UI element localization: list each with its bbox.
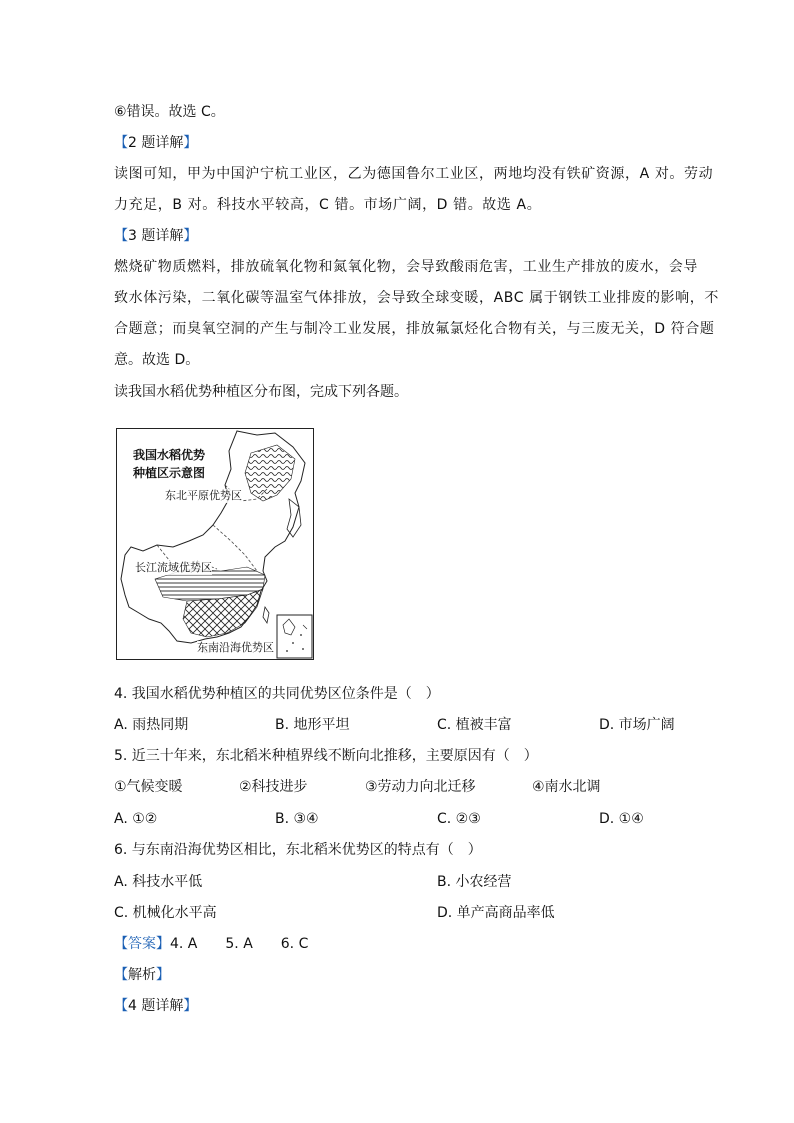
question-6-option-d: D. 单产高商品率低 bbox=[437, 905, 555, 921]
question-6-option-c: C. 机械化水平高 bbox=[114, 905, 217, 921]
text-line: 致水体污染，二氧化碳等温室气体排放，会导致全球变暖，ABC 属于钢铁工业排废的影响，不 bbox=[114, 290, 719, 306]
bracket-close: 】 bbox=[183, 135, 198, 151]
question-4-stem: 4. 我国水稻优势种植区的共同优势区位条件是（ ） bbox=[114, 686, 440, 702]
text-line: 读我国水稻优势种植区分布图，完成下列各题。 bbox=[114, 384, 408, 400]
map-title-line2: 种植区示意图 bbox=[133, 466, 206, 480]
question-5-item-2: ②科技进步 bbox=[239, 779, 308, 795]
text-line: 力充足，B 对。科技水平较高，C 错。市场广阔，D 错。故选 A。 bbox=[114, 197, 542, 213]
analysis-heading bbox=[114, 965, 170, 985]
bracket-open: 【 bbox=[114, 936, 128, 952]
map-drawing bbox=[117, 429, 313, 659]
northeast-region bbox=[245, 445, 295, 501]
heading-text: 3 题详解 bbox=[128, 228, 184, 244]
bracket-open: 【 bbox=[114, 967, 128, 983]
question-4-option-d: D. 市场广阔 bbox=[599, 717, 675, 733]
question-5-item-4: ④南水北调 bbox=[532, 779, 601, 795]
question-6-option-b: B. 小农经营 bbox=[437, 874, 512, 890]
bracket-close: 】 bbox=[183, 228, 198, 244]
south-china-sea-inset bbox=[277, 615, 312, 658]
analysis-label: 解析 bbox=[128, 967, 156, 983]
question-6-option-a: A. 科技水平低 bbox=[114, 874, 203, 890]
question-4-option-a: A. 雨热同期 bbox=[114, 717, 189, 733]
question-6-stem: 6. 与东南沿海优势区相比，东北稻米优势区的特点有（ ） bbox=[114, 842, 482, 858]
text-line: 意。故选 D。 bbox=[114, 352, 200, 368]
map-label-northeast: 东北平原优势区 bbox=[165, 489, 242, 502]
text-line: 合题意；而臭氧空洞的产生与制冷工业发展，排放氟氯烃化合物有关，与三废无关，D 符合题 bbox=[114, 321, 715, 337]
heading-text: 4 题详解 bbox=[128, 998, 184, 1014]
section-heading-q3 bbox=[114, 226, 197, 246]
question-5-option-c: C. ②③ bbox=[437, 811, 481, 827]
heading-text: 2 题详解 bbox=[128, 135, 184, 151]
text-line: ⑥错误。故选 C。 bbox=[114, 104, 225, 120]
bracket-open: 【 bbox=[114, 228, 128, 244]
answer-text: 4. A 5. A 6. C bbox=[170, 936, 309, 952]
question-5-item-1: ①气候变暖 bbox=[114, 779, 183, 795]
bracket-close: 】 bbox=[183, 998, 198, 1014]
question-5-item-3: ③劳动力向北迁移 bbox=[365, 779, 476, 795]
answer-line bbox=[114, 934, 308, 954]
question-5-option-b: B. ③④ bbox=[275, 811, 319, 827]
map-title-line1: 我国水稻优势 bbox=[133, 448, 206, 462]
bracket-open: 【 bbox=[114, 998, 128, 1014]
bracket-close: 】 bbox=[156, 936, 170, 952]
question-4-option-c: C. 植被丰富 bbox=[437, 717, 512, 733]
question-4-option-b: B. 地形平坦 bbox=[275, 717, 350, 733]
bracket-open: 【 bbox=[114, 135, 128, 151]
question-5-option-a: A. ①② bbox=[114, 811, 158, 827]
rice-region-map bbox=[116, 428, 314, 660]
question-5-stem: 5. 近三十年来，东北稻米种植界线不断向北推移，主要原因有（ ） bbox=[114, 748, 538, 764]
map-label-southeast: 东南沿海优势区 bbox=[197, 641, 274, 654]
map-label-yangtze: 长江流域优势区 bbox=[135, 561, 212, 574]
answer-label: 答案 bbox=[128, 936, 156, 952]
question-5-option-d: D. ①④ bbox=[599, 811, 644, 827]
bracket-close: 】 bbox=[156, 967, 170, 983]
section-heading-q4 bbox=[114, 996, 197, 1016]
text-line: 燃烧矿物质燃料，排放硫氧化物和氮氧化物，会导致酸雨危害，工业生产排放的废水，会导 bbox=[114, 259, 698, 275]
text-line: 读图可知，甲为中国沪宁杭工业区，乙为德国鲁尔工业区，两地均没有铁矿资源，A 对。劳动 bbox=[114, 166, 714, 182]
section-heading-q2 bbox=[114, 133, 197, 153]
